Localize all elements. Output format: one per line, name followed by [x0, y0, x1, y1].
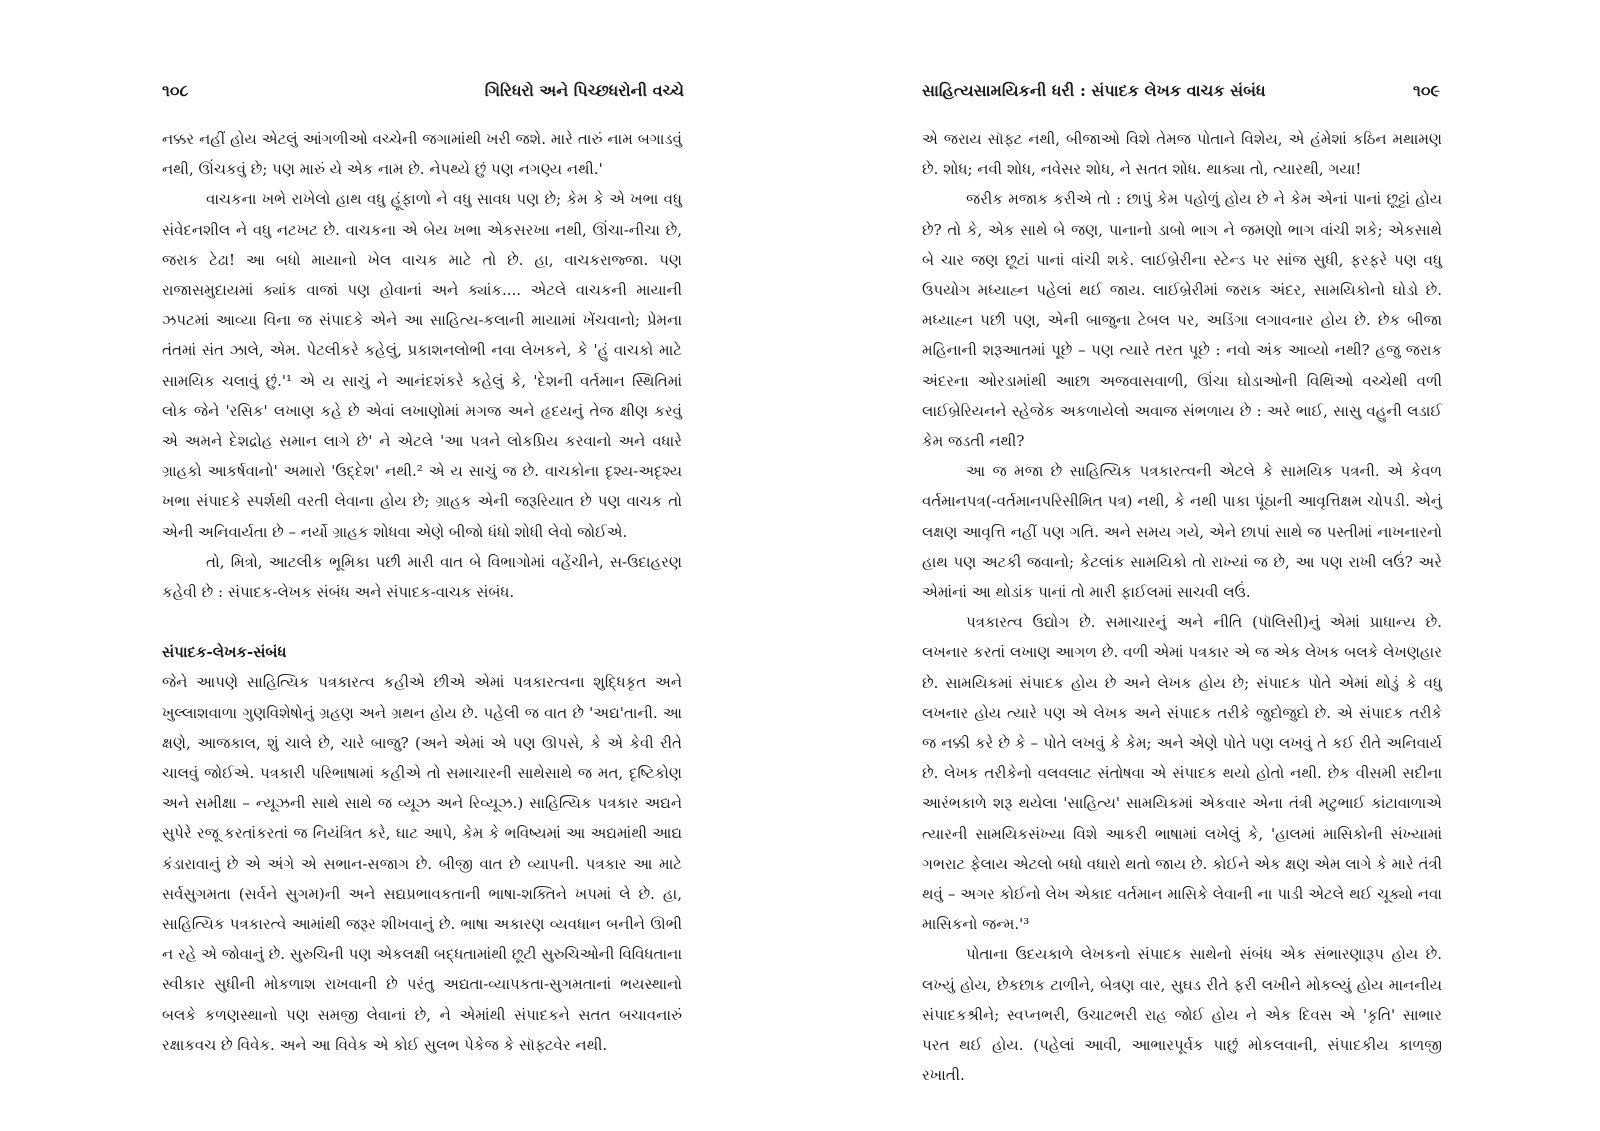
paragraph: વાચકના ખભે રાખેલો હાથ વધુ હૂંફાળો ને વધુ સાવધ પણ છે; કેમ કે એ ખભા વધુ સંવેદનશીલ ને વધુ નટખટ છે. વાચકના એ બેય ખભા એકસરખા નથી, ઊંચા-નીચા છે, જરાક ટેઢા! આ બધો માયાનો ખેલ વાચક માટે તો છે. હા, વાચકરાજ્જા. પણ રાજાસમુદાયમાં ક્યાંક વાજાં પણ હોવાનાં અને ક્યાંક.... એટલે વાચકની માયાની ઝપટમાં આવ્યા વિના જ સંપાદકે એને આ સાહિત્ય-કલાની માયામાં ખેંચવાનો; પ્રેમના તંતમાં સંત ઝાલે, એમ. પેટલીકરે કહેલું, પ્રકાશનલોભી નવા લેખકને, કે 'હું વાચકો માટે સામયિક ચલાવું છું.'¹ એ ય સાચું ને આનંદશંકરે કહેલું કે, 'દેશની વર્તમાન સ્થિતિમાં લોક જેને 'રસિક' લખાણ કહે છે એવાં લખાણોમાં મગજ અને હૃદયનું તેજ ક્ષીણ કરવું એ અમને દેશદ્રોહ સમાન લાગે છે' ને એટલે 'આ પત્રને લોકપ્રિય કરવાનો અને વધારે ગ્રાહકો આકર્ષવાનો' અમારો 'ઉદ્દેશ' નથી.² એ ય સાચું જ છે. વાચકોના દૃશ્ય-અદૃશ્ય ખભા સંપાદકે સ્પર્શથી વરતી લેવાના હોય છે; ગ્રાહક એની જરૂરિયાત છે પણ વાચક તો એની અનિવાર્યતા છે – નર્યો ગ્રાહક શોધવા એણે બીજો ધંધો શોધી લેવો જોઈએ. — [162, 190, 682, 541]
paragraph: આ જ મજા છે સાહિત્યિક પત્રકારત્વની એટલે કે સામયિક પત્રની. એ કેવળ વર્તમાનપત્ર(-વર્તમાનપરિસીમિત પત્ર) નથી, કે નથી પાકા પૂંઠાની આવૃત્તિક્ષમ ચોપડી. એનું લક્ષણ આવૃત્તિ નહીં પણ ગતિ. અને સમય ગયે, એને છાપાં સાથે જ પસ્તીમાં નાખનારનો હાથ પણ અટકી જવાનો; કેટલાંક સામયિકો તો રાખ્યાં જ છે, આ પણ રાખી લઉં? અરે એમાંનાં આ થોડાંક પાનાં તો મારી ફાઈલમાં સાચવી લઉં. — [922, 462, 1442, 602]
paragraph: જેને આપણે સાહિત્યિક પત્રકારત્વ કહીએ છીએ એમાં પત્રકારત્વના શુદ્ધિકૃત અને ખુલ્લાશવાળા ગુણવિશેષોનું ગ્રહણ અને ગ્રથન હોય છે. પહેલી જ વાત છે 'અદ્ય'તાની. આ ક્ષણે, આજકાલ, શું ચાલે છે, ચારે બાજુ? (અને એમાં એ પણ ઊપસે, કે એ કેવી રીતે ચાલવું જોઈએ. પત્રકારી પરિભાષામાં કહીએ તો સમાચારની સાથેસાથે જ મત, દૃષ્ટિકોણ અને સમીક્ષા – ન્યૂઝની સાથે સાથે જ વ્યૂઝ અને રિવ્યૂઝ.) સાહિત્યિક પત્રકાર અદ્યને સુપેરે રજૂ કરતાંકરતાં જ નિયંત્રિત કરે, ઘાટ આપે, કેમ કે ભવિષ્યમાં આ અદ્યમાંથી આદ્ય કંડારાવાનું છે એ અંગે એ સભાન-સજાગ છે. બીજી વાત છે વ્યાપની. પત્રકાર આ માટે સર્વસુગમતા (સર્વને સુગમ)ની અને સદ્યપ્રભાવકતાની ભાષા-શક્તિને ખપમાં લે છે. હા, સાહિત્યિક પત્રકારત્વે આમાંથી જરૂર શીખવાનું છે. ભાષા અકારણ વ્યવધાન બનીને ઊભી ન રહે એ જોવાનું છે. સુરુચિની પણ એકલક્ષી બદ્ધતામાંથી છૂટી સુરુચિઓની વિવિધતાના સ્વીકાર સુધીની મોકળાશ રાખવાની છે પરંતુ અદ્યતા-વ્યાપકતા-સુગમતાનાં ભયસ્થાનો બલકે કળણસ્થાનો પણ સમજી લેવાનાં છે, ને એમાંથી સંપાદકને સતત બચાવનારું રક્ષાકવચ છે વિવેક. અને આ વિવેક એ કોઈ સુલભ પેકેજ કે સૉફ્ટવેર નથી. — [162, 673, 682, 1054]
paragraph: પત્રકારત્વ ઉદ્યોગ છે. સમાચારનું અને નીતિ (પૉલિસી)નું એમાં પ્રાધાન્ય છે. લખનાર કરતાં લખાણ આગળ છે. વળી એમાં પત્રકાર એ જ એક લેખક બલકે લેખણહાર છે. સામયિકમાં સંપાદક હોય છે અને લેખક હોય છે; સંપાદક પોતે એમાં થોડું કે વધુ લખનાર હોય ત્યારે પણ એ લેખક અને સંપાદક તરીકે જુદોજુદો છે. એ સંપાદક તરીકે જ નક્કી કરે છે કે – પોતે લખવું કે કેમ; અને એણે પોતે પણ લખવું તે કઈ રીતે અનિવાર્ય છે. લેખક તરીકેનો વલવલાટ સંતોષવા એ સંપાદક થયો હોતો નથી. છેક વીસમી સદીના આરંભકાળે શરૂ થયેલા 'સાહિત્ય' સામયિકમાં એકવાર એના તંત્રી મટુભાઈ કાંટાવાળાએ ત્યારની સામયિકસંખ્યા વિશે આકરી ભાષામાં લખેલું કે, 'હાલમાં માસિકોની સંખ્યામાં ગભરાટ ફેલાય એટલો બધો વધારો થતો જાય છે. કોઈને એક ક્ષણ એમ લાગે કે મારે તંત્રી થવું – અગર કોઈનો લેખ એકાદ વર્તમાન માસિકે લેવાની ના પાડી એટલે થઈ ચૂક્યો નવા માસિકનો જન્મ.'³ — [922, 613, 1442, 934]
paragraph: નક્કર નહીં હોય એટલું આંગળીઓ વચ્ચેની જગામાંથી ખરી જશે. મારે તારું નામ બગાડવું નથી, ઊંચકવું છે; પણ મારું યે એક નામ છે. નેપથ્યે છું પણ નગણ્ય નથી.' — [162, 130, 682, 179]
running-title: સાહિત્યસામયિકની ધરી : સંપાદક લેખક વાચક સંબંધ — [922, 81, 1266, 100]
paragraph: જરીક મજાક કરીએ તો : છાપું કેમ પહોળું હોય છે ને કેમ એનાં પાનાં છૂટ્ટાં હોય છે? તો કે, એક સાથે બે જણ, પાનાનો ડાબો ભાગ ને જમણો ભાગ વાંચી શકે; એકસાથે બે ચાર જણ છૂટાં પાનાં વાંચી શકે. લાઈબ્રેરીના સ્ટેન્ડ પર સાંજ સુધી, ફરફરે પણ વધુ ઉપયોગ મધ્યાહ્ન પહેલાં થઈ જાય. લાઈબ્રેરીમાં જરાક અંદર, સામયિકોનો ઘોડો છે. મધ્યાહ્ન પછી પણ, એની બાજુના ટેબલ પર, અડિંગા લગાવનાર હોય છે. છેક બીજા મહિનાની શરૂઆતમાં પૂછે – પણ ત્યારે તરત પૂછે : નવો અંક આવ્યો નથી? હજુ જરાક અંદરના ઓરડામાંથી આછા અજવાસવાળી, ઊંચા ઘોડાઓની વિથિઓ વચ્ચેથી વળી લાઈબ્રેરિયનને સ્હેજેક અકળાયેલો અવાજ સંભળાય છે : અરે ભાઈ, સાસુ વહુની લડાઈ કેમ જડતી નથી? — [922, 190, 1442, 451]
right-page — [800, 0, 1600, 1131]
page-body — [162, 124, 682, 1060]
running-title: ગિરિધરો અને પિચ્છધરોની વચ્ચે — [484, 81, 684, 100]
page-number: ૧૦૯ — [1413, 81, 1440, 100]
section-heading: સંપાદક-લેખક-સંબંધ — [162, 643, 287, 662]
page-number: ૧૦૮ — [162, 81, 189, 100]
page-body — [922, 124, 1442, 1091]
paragraph: તો, મિત્રો, આટલીક ભૂમિકા પછી મારી વાત બે વિભાગોમાં વહેંચીને, સ-ઉદાહરણ કહેવી છે : સંપાદક-લેખક સંબંધ અને સંપાદક-વાચક સંબંધ. — [162, 552, 682, 602]
paragraph: એ જરાય સૉફ્ટ નથી, બીજાઓ વિશે તેમજ પોતાને વિશેય, એ હંમેશાં કઠિન મથામણ છે. શોધ; નવી શોધ, નવેસર શોધ, ને સતત શોધ. થાક્યા તો, ત્યારથી, ગયા! — [922, 130, 1442, 179]
paragraph: પોતાના ઉદયકાળે લેખકનો સંપાદક સાથેનો સંબંધ એક સંભારણારૂપ હોય છે. લખ્યું હોય, છેકછાક ટાળીને, બેત્રણ વાર, સુઘડ રીતે ફરી લખીને મોકલ્યું હોય માનનીય સંપાદકશ્રીને; સ્વપ્નભરી, ઉચાટભરી રાહ જોઈ હોય ને એક દિવસ એ 'કૃતિ' સાભાર પરત થઈ હોય. (પહેલાં આવી, આભારપૂર્વક પાછું મોકલવાની, સંપાદકીય કાળજી રખાતી. — [922, 945, 1442, 1085]
